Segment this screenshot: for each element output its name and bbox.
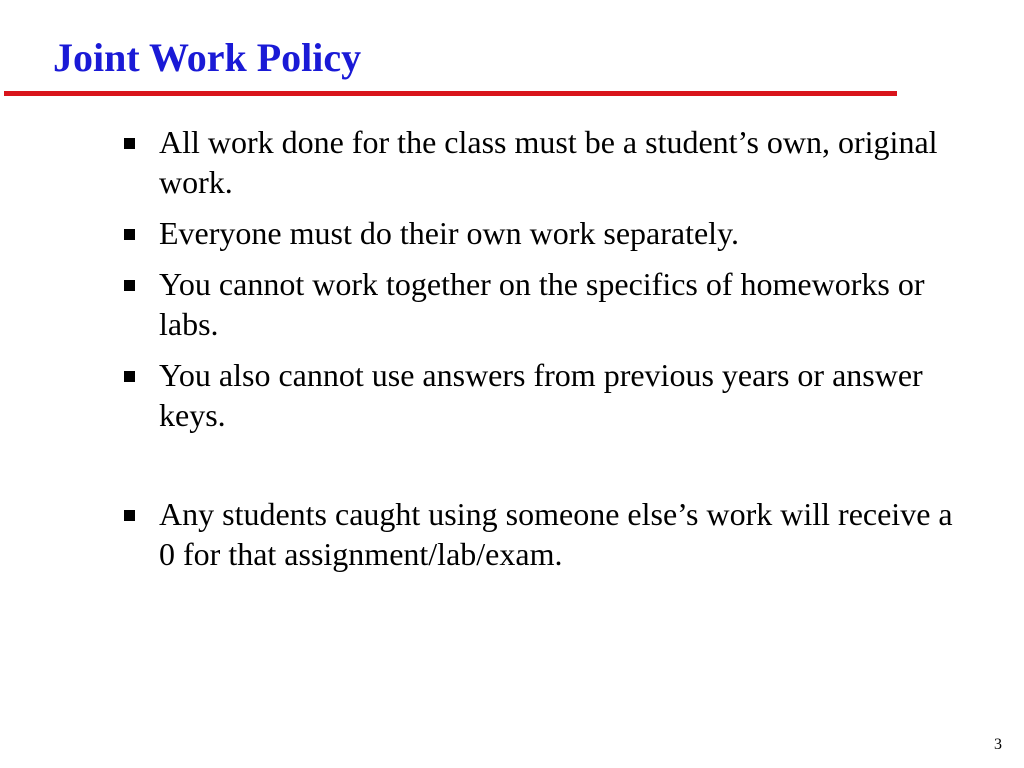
square-bullet-icon [124,280,135,291]
bullet-text: You also cannot use answers from previous years or answer keys. [159,357,923,433]
bullet-item [124,213,964,253]
square-bullet-icon [124,229,135,240]
bullet-list [124,122,964,585]
bullet-text: You cannot work together on the specifics of homeworks or labs. [159,266,925,342]
title-divider [4,91,897,96]
bullet-item [124,355,964,435]
bullet-item [124,494,964,574]
slide-title: Joint Work Policy [53,35,362,80]
square-bullet-icon [124,138,135,149]
square-bullet-icon [124,510,135,521]
bullet-text: Everyone must do their own work separately. [159,215,739,251]
bullet-item [124,264,964,344]
square-bullet-icon [124,371,135,382]
bullet-item [124,122,964,202]
bullet-text: Any students caught using someone else’s work will receive a 0 for that assignment/lab/exam. [159,496,953,572]
page-number: 3 [994,736,1002,753]
bullet-text: All work done for the class must be a student’s own, original work. [159,124,938,200]
